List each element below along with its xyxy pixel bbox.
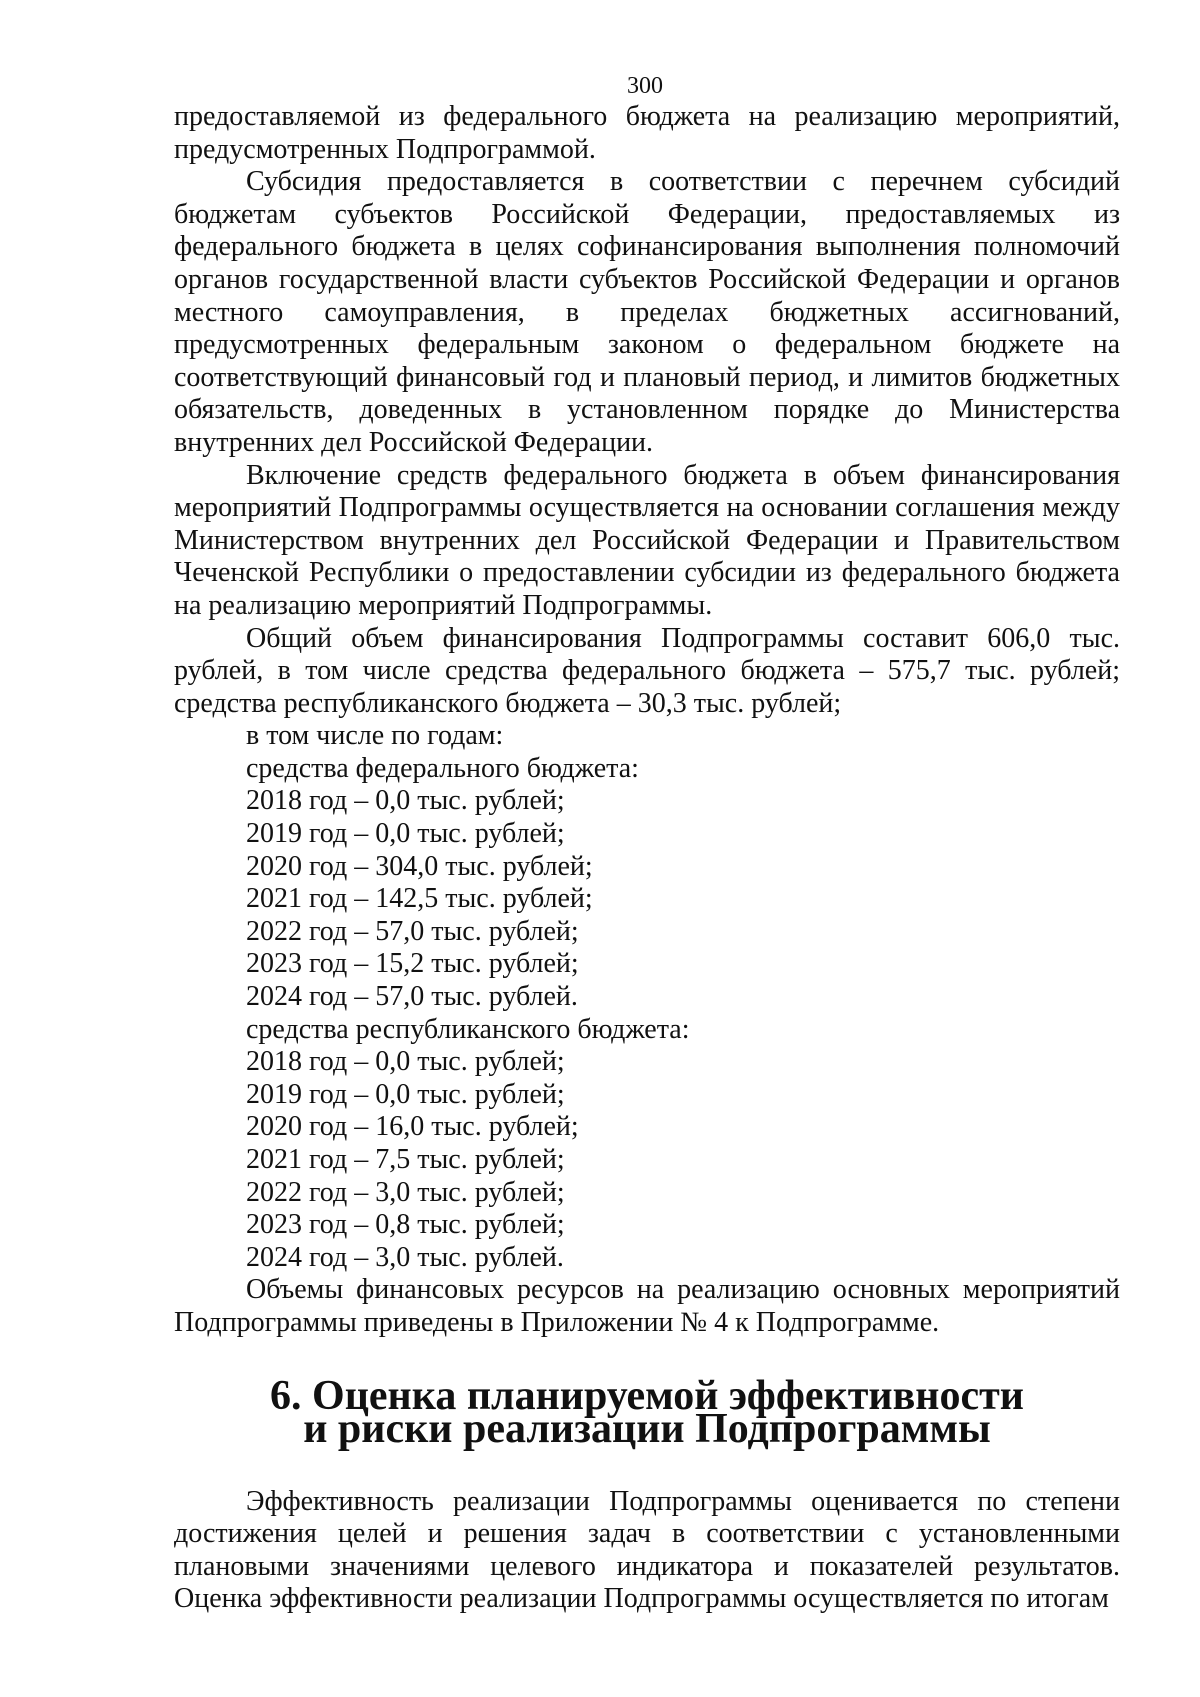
republic-year-line: 2020 год – 16,0 тыс. рублей; <box>246 1111 579 1143</box>
paragraph-efficiency: Эффективность реализации Подпрограммы оценивается по степени достижения целей и решения задач в соответствии с установленными плановыми значениями целевого индикатора и показателей результатов. Оценка эффективности реализации Подпрограммы осуществляется по итогам <box>174 1485 1120 1615</box>
paragraph-volumes: Объемы финансовых ресурсов на реализацию основных мероприятий Подпрограммы приведены в Приложении № 4 к Подпрограмме. <box>174 1274 1120 1338</box>
republic-year-line: 2022 год – 3,0 тыс. рублей; <box>246 1176 565 1208</box>
republic-budget-label: средства республиканского бюджета: <box>246 1013 690 1045</box>
section-heading-line-2: и риски реализации Подпрограммы <box>303 1405 991 1452</box>
document-body <box>174 101 1120 1616</box>
federal-year-line: 2024 год – 57,0 тыс. рублей. <box>246 981 578 1013</box>
republic-year-line: 2019 год – 0,0 тыс. рублей; <box>246 1078 565 1110</box>
paragraph-federal-inclusion: Включение средств федерального бюджета в объем финансирования мероприятий Подпрограммы осуществляется на основании соглашения между Министерством внутренних дел Российской Федерации и Правительством Чеченской Республики о предоставлении субсидии из федерального бюджета на реализацию мероприятий Подпрограммы. <box>174 459 1120 621</box>
page-number: 300 <box>627 73 663 99</box>
by-years-label: в том числе по годам: <box>246 720 504 752</box>
federal-budget-label: средства федерального бюджета: <box>246 752 639 784</box>
paragraph-subsidy: Субсидия предоставляется в соответствии с перечнем субсидий бюджетам субъектов Российской Федерации, предоставляемых из федерального бюджета в целях софинансирования выполнения полномочий органов государственной власти субъектов Российской Федерации и органов местного самоуправления, в пределах бюджетных ассигнований, предусмотренных федеральным законом о федеральном бюджете на соответствующий финансовый год и плановый период, и лимитов бюджетных обязательств, доведенных в установленном порядке до Министерства внутренних дел Российской Федерации. <box>174 166 1120 458</box>
republic-year-line: 2023 год – 0,8 тыс. рублей; <box>246 1209 565 1241</box>
section-heading <box>174 1372 1120 1452</box>
republic-year-line: 2018 год – 0,0 тыс. рублей; <box>246 1046 565 1078</box>
federal-year-line: 2021 год – 142,5 тыс. рублей; <box>246 883 593 915</box>
federal-year-line: 2018 год – 0,0 тыс. рублей; <box>246 785 565 817</box>
section-heading-line-1: 6. Оценка планируемой эффективности <box>270 1372 1024 1419</box>
federal-year-line: 2023 год – 15,2 тыс. рублей; <box>246 948 579 980</box>
federal-year-line: 2022 год – 57,0 тыс. рублей; <box>246 915 579 947</box>
federal-year-line: 2019 год – 0,0 тыс. рублей; <box>246 818 565 850</box>
paragraph-continuation: предоставляемой из федерального бюджета на реализацию мероприятий, предусмотренных Подпрограммой. <box>174 101 1120 165</box>
republic-year-line: 2021 год – 7,5 тыс. рублей; <box>246 1144 565 1175</box>
republic-year-line: 2024 год – 3,0 тыс. рублей. <box>246 1241 564 1273</box>
paragraph-total-funding: Общий объем финансирования Подпрограммы составит 606,0 тыс. рублей, в том числе средства федерального бюджета – 575,7 тыс. рублей; средства республиканского бюджета – 30,3 тыс. рублей; <box>174 622 1120 719</box>
federal-year-line: 2020 год – 304,0 тыс. рублей; <box>246 850 593 882</box>
